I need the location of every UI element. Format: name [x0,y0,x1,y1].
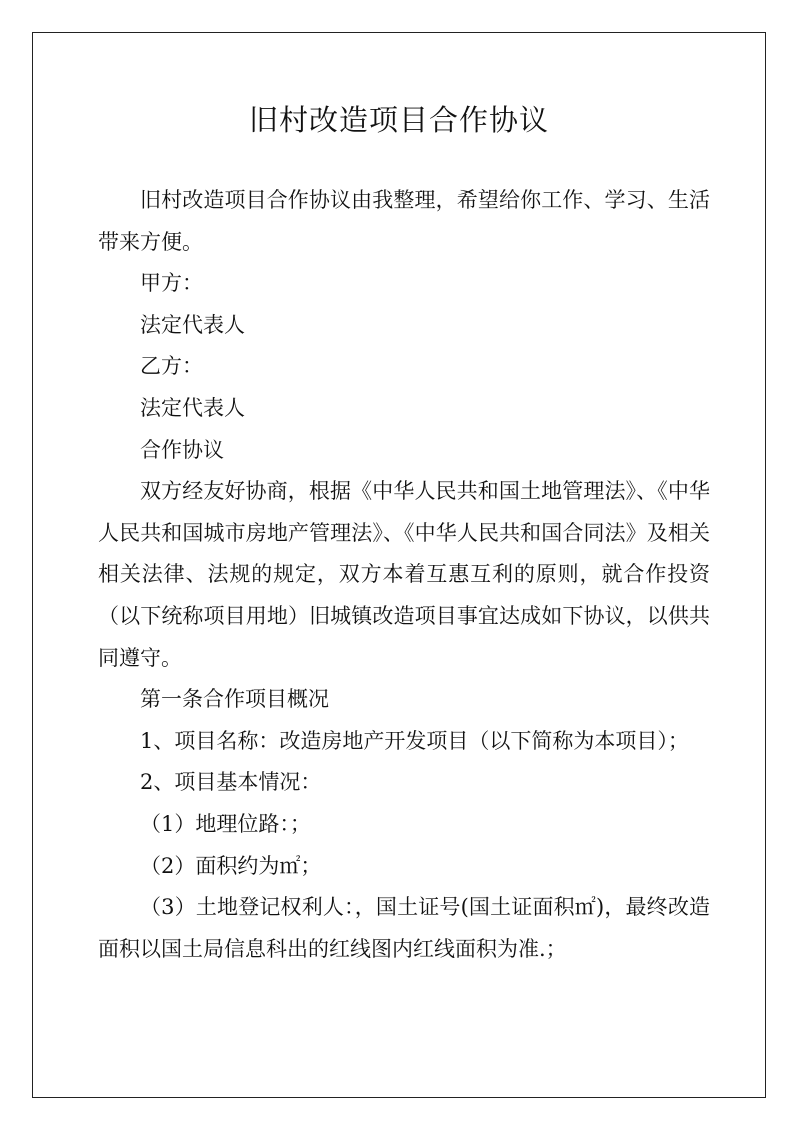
land-registrant-subitem: （3）土地登记权利人：，国土证号(国土证面积㎡)，最终改造面积以国土局信息科出的红线图内红线面积为准.； [98,895,710,961]
intro-paragraph: 旧村改造项目合作协议由我整理，希望给你工作、学习、生活带来方便。 [98,188,710,254]
party-b-representative: 法定代表人 [140,395,245,420]
document-title: 旧村改造项目合作协议 [248,103,549,137]
party-a-representative: 法定代表人 [140,312,245,337]
agreement-heading: 合作协议 [140,437,224,462]
location-subitem: （1）地理位路：； [140,811,311,836]
area-subitem: （2）面积约为㎡； [140,853,322,878]
party-b-label: 乙方： [140,354,203,379]
party-a-label: 甲方： [140,271,203,296]
document-body [98,180,710,970]
preamble-paragraph: 双方经友好协商，根据《中华人民共和国土地管理法》、《中华人民共和国城市房地产管理法》、《中华人民共和国合同法》及相关相关法律、法规的规定，双方本着互惠互利的原则，就合作投资（以下统称项目用地）旧城镇改造项目事宜达成如下协议，以供共同遵守。 [98,479,710,670]
article-one-heading: 第一条合作项目概况 [140,687,329,712]
project-name-item: 1、项目名称：改造房地产开发项目（以下简称为本项目）； [140,728,689,753]
project-basics-item: 2、项目基本情况： [140,770,322,795]
